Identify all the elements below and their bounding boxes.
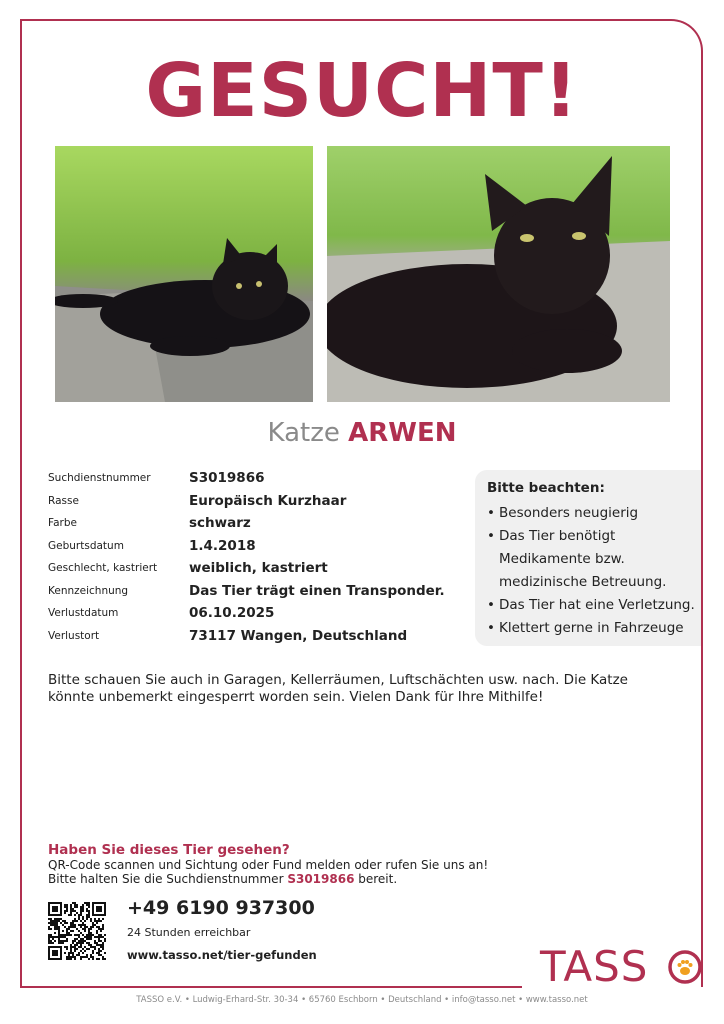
note-item: medizinische Betreuung. bbox=[499, 574, 667, 590]
search-hint-paragraph: Bitte schauen Sie auch in Garagen, Kellerräumen, Luftschächten usw. nach. Die Katze könnte unbemerkt eingesperrt worden sein. Vielen Dank für Ihre Mithilfe! bbox=[48, 672, 628, 705]
fact-row bbox=[48, 603, 478, 626]
fact-value: schwarz bbox=[189, 515, 251, 531]
fact-label: Geschlecht, kastriert bbox=[48, 562, 158, 574]
fact-row bbox=[48, 581, 478, 604]
fact-row bbox=[48, 536, 478, 559]
phone-number[interactable]: +49 6190 937300 bbox=[127, 897, 315, 919]
fact-label: Rasse bbox=[48, 494, 79, 507]
pet-name bbox=[0, 418, 724, 448]
website-link[interactable]: www.tasso.net/tier-gefunden bbox=[127, 948, 317, 962]
headline: GESUCHT! bbox=[145, 48, 579, 134]
fact-label: Suchdienstnummer bbox=[48, 472, 151, 484]
fact-row bbox=[48, 491, 478, 514]
fact-label: Farbe bbox=[48, 517, 77, 529]
seen-line-2-post: bereit. bbox=[354, 872, 398, 886]
fact-row bbox=[48, 626, 478, 649]
fact-value: 1.4.2018 bbox=[189, 537, 256, 554]
poster-frame-bottom bbox=[20, 986, 522, 988]
footer-address: TASSO e.V. • Ludwig-Erhard-Str. 30-34 • 65760 Eschborn • Deutschland • info@tasso.net • www.tasso.net bbox=[136, 995, 588, 1005]
fact-value: 06.10.2025 bbox=[189, 605, 275, 621]
cat-photo-closeup bbox=[327, 146, 670, 402]
seen-line-2-pre: Bitte halten Sie die Suchdienstnummer bbox=[48, 872, 288, 886]
note-item: • Besonders neugierig bbox=[487, 502, 701, 525]
fact-row bbox=[48, 513, 478, 536]
seen-line-1: QR-Code scannen und Sichtung oder Fund melden oder rufen Sie uns an! bbox=[48, 858, 489, 872]
fact-value: Europäisch Kurzhaar bbox=[189, 492, 347, 509]
fact-label: Verlustort bbox=[48, 629, 100, 642]
cat-photo-lying bbox=[55, 146, 313, 402]
fact-value: 73117 Wangen, Deutschland bbox=[189, 627, 408, 644]
hours-text: 24 Stunden erreichbar bbox=[127, 926, 251, 939]
pet-species: Katze bbox=[267, 418, 340, 448]
fact-row bbox=[48, 468, 478, 491]
note-item: • Das Tier hat eine Verletzung. bbox=[487, 594, 701, 617]
pet-name-value: ARWEN bbox=[348, 418, 457, 448]
seen-search-number: S3019866 bbox=[287, 872, 355, 886]
fact-label: Geburtsdatum bbox=[48, 539, 124, 552]
fact-row bbox=[48, 558, 478, 581]
fact-label: Kennzeichnung bbox=[48, 584, 129, 597]
fact-label: Verlustdatum bbox=[48, 607, 119, 619]
note-item: • Klettert gerne in Fahrzeuge bbox=[487, 617, 701, 640]
tasso-logo: TASS bbox=[540, 942, 649, 991]
notes-title: Bitte beachten: bbox=[487, 480, 605, 496]
fact-value: weiblich, kastriert bbox=[189, 560, 328, 576]
fact-value: Das Tier trägt einen Transponder. bbox=[189, 582, 445, 599]
poster-frame-left bbox=[20, 19, 22, 988]
paw-icon bbox=[667, 949, 703, 985]
fact-value: S3019866 bbox=[189, 470, 265, 486]
seen-line-2 bbox=[48, 872, 397, 886]
qr-code[interactable] bbox=[48, 902, 106, 960]
facts-table bbox=[48, 468, 478, 648]
seen-title: Haben Sie dieses Tier gesehen? bbox=[48, 842, 290, 858]
note-item: • Das Tier benötigt bbox=[487, 525, 701, 548]
note-item: Medikamente bzw. bbox=[499, 551, 625, 567]
notes-box bbox=[475, 470, 701, 646]
notes-list bbox=[487, 502, 701, 640]
